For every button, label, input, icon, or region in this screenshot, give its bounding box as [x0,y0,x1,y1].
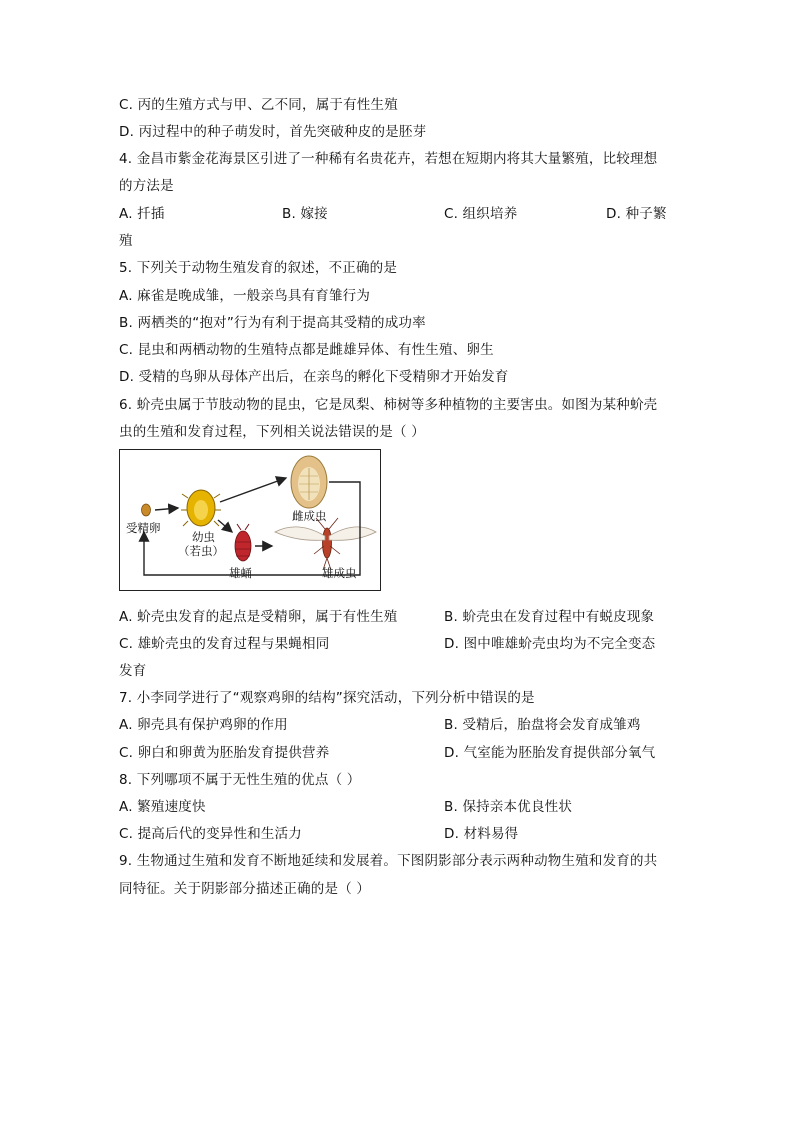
label-male-adult: 雄成虫 [322,566,357,580]
q8-option-a: A. 繁殖速度快 [119,799,206,815]
q9-stem-line2: 同特征。关于阴影部分描述正确的是（ ） [119,881,371,897]
male-pupa-shape [235,524,251,561]
arrow-egg-to-larva [155,508,178,510]
q8-option-c: C. 提高后代的变异性和生活力 [119,826,303,842]
q4-option-d: D. 种子繁 [606,206,667,222]
q6-option-a: A. 蚧壳虫发育的起点是受精卵，属于有性生殖 [119,609,398,625]
q3-option-d: D. 丙过程中的种子萌发时，首先突破种皮的是胚芽 [119,124,427,140]
q9-stem-line1: 9. 生物通过生殖和发育不断地延续和发展着。下图阴影部分表示两种动物生殖和发育的共 [119,853,658,869]
label-egg: 受精卵 [126,521,161,535]
q6-option-d: D. 图中唯雄蚧壳虫均为不完全变态 [444,636,656,652]
q5-option-a: A. 麻雀是晚成雏，一般亲鸟具有育雏行为 [119,288,371,304]
q6-option-c: C. 雄蚧壳虫的发育过程与果蝇相同 [119,636,330,652]
q4-stem-line2: 的方法是 [119,178,174,194]
q8-stem: 8. 下列哪项不属于无性生殖的优点（ ） [119,772,361,788]
q4-stem-line1: 4. 金昌市紫金花海景区引进了一种稀有名贵花卉，若想在短期内将其大量繁殖，比较理想 [119,151,658,167]
q5-option-c: C. 昆虫和两栖动物的生殖特点都是雌雄异体、有性生殖、卵生 [119,342,494,358]
egg-shape [142,504,151,516]
q8-option-d: D. 材料易得 [444,826,519,842]
life-cycle-figure [119,449,381,591]
female-adult-shape [291,456,327,508]
q6-option-b: B. 蚧壳虫在发育过程中有蜕皮现象 [444,609,655,625]
larva-shape [181,490,221,526]
q7-option-d: D. 气室能为胚胎发育提供部分氧气 [444,745,656,761]
male-adult-shape [275,518,376,570]
q4-option-d-cont: 殖 [119,233,133,249]
q6-option-d-cont: 发育 [119,663,147,679]
q4-option-b: B. 嫁接 [282,206,328,222]
label-larva: 幼虫 [192,530,215,544]
q4-option-a: A. 扦插 [119,206,165,222]
q7-option-c: C. 卵白和卵黄为胚胎发育提供营养 [119,745,330,761]
q8-option-b: B. 保持亲本优良性状 [444,799,573,815]
label-larva-nymph: （若虫） [178,544,224,558]
q3-option-c: C. 丙的生殖方式与甲、乙不同，属于有性生殖 [119,97,398,113]
q7-stem: 7. 小李同学进行了“观察鸡卵的结构”探究活动，下列分析中错误的是 [119,690,535,706]
label-male-pupa: 雄蛹 [229,566,252,580]
q7-option-b: B. 受精后，胎盘将会发育成雏鸡 [444,717,641,733]
q5-stem: 5. 下列关于动物生殖发育的叙述，不正确的是 [119,260,398,276]
arrow-larva-to-female [220,478,286,502]
q4-option-c: C. 组织培养 [444,206,518,222]
arrow-larva-to-pupa [218,520,232,532]
q6-stem-line2: 虫的生殖和发育过程，下列相关说法错误的是（ ） [119,424,425,440]
q5-option-b: B. 两栖类的“抱对”行为有利于提高其受精的成功率 [119,315,426,331]
q7-option-a: A. 卵壳具有保护鸡卵的作用 [119,717,288,733]
q5-option-d: D. 受精的鸟卵从母体产出后，在亲鸟的孵化下受精卵才开始发育 [119,369,509,385]
label-female-adult: 雌成虫 [292,509,327,523]
q6-stem-line1: 6. 蚧壳虫属于节肢动物的昆虫，它是凤梨、柿树等多种植物的主要害虫。如图为某种蚧壳 [119,397,658,413]
